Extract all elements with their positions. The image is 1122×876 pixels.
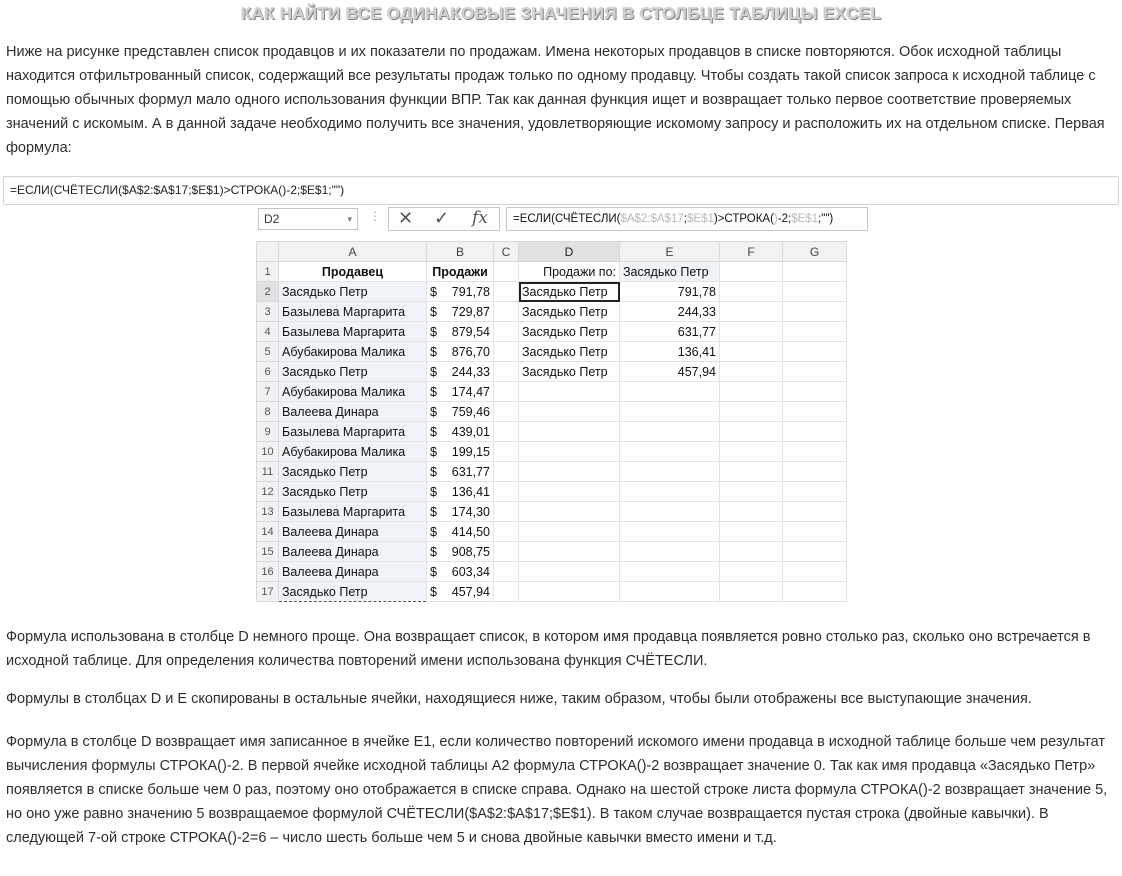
amount: 908,75 — [451, 544, 490, 559]
table-row — [257, 322, 847, 342]
result-value-cell[interactable] — [620, 562, 720, 582]
currency-symbol: $ — [430, 304, 437, 319]
cell[interactable] — [494, 382, 519, 402]
select-all-corner[interactable] — [257, 242, 279, 262]
amount: 136,41 — [451, 484, 490, 499]
seller-name-cell[interactable]: Абубакирова Малика — [279, 382, 427, 402]
result-name-cell[interactable] — [519, 582, 620, 602]
row-header[interactable]: 11 — [257, 462, 279, 482]
cell[interactable] — [720, 442, 783, 462]
result-name-cell[interactable] — [519, 522, 620, 542]
cell[interactable] — [783, 262, 847, 282]
table-row — [257, 522, 847, 542]
paragraph-2: Формула использована в столбце D немного проще. Она возвращает список, в котором имя продавца появляется ровно столько раз, сколько оно встречается в исходной таблице. Для определения количества повторений имени использована функция СЧЁТЕСЛИ. — [6, 629, 1091, 669]
sales-cell[interactable] — [427, 442, 494, 462]
money-value — [430, 405, 490, 419]
cell[interactable] — [720, 362, 783, 382]
table-row — [257, 402, 847, 422]
money-value — [430, 585, 490, 599]
currency-symbol: $ — [430, 284, 437, 299]
cell[interactable] — [494, 522, 519, 542]
seller-name-cell[interactable]: Засядько Петр — [279, 362, 427, 382]
amount: 879,54 — [451, 324, 490, 339]
money-value — [430, 365, 490, 379]
sales-cell[interactable] — [427, 382, 494, 402]
table-row — [257, 422, 847, 442]
result-value-cell[interactable] — [620, 422, 720, 442]
cell[interactable] — [494, 482, 519, 502]
formula-input[interactable] — [506, 207, 868, 231]
formula-ref: $A$2:$A$17 — [620, 213, 684, 225]
header-cell-seller[interactable]: Продавец — [279, 262, 427, 282]
sales-cell[interactable] — [427, 542, 494, 562]
result-value-cell[interactable] — [620, 502, 720, 522]
formula-buttons — [388, 207, 500, 231]
formula-part: -2; — [777, 213, 792, 225]
table-row — [257, 282, 847, 302]
cell[interactable] — [494, 342, 519, 362]
row-header[interactable]: 17 — [257, 582, 279, 602]
cell[interactable] — [720, 322, 783, 342]
result-name-cell[interactable]: Засядько Петр — [519, 302, 620, 322]
sales-cell[interactable] — [427, 562, 494, 582]
amount: 439,01 — [451, 424, 490, 439]
cell[interactable] — [783, 542, 847, 562]
money-value — [430, 285, 490, 299]
cell[interactable] — [494, 362, 519, 382]
cell[interactable] — [783, 342, 847, 362]
amount: 729,87 — [451, 304, 490, 319]
money-value — [430, 425, 490, 439]
cell[interactable] — [720, 562, 783, 582]
money-value — [430, 485, 490, 499]
result-name-cell[interactable]: Засядько Петр — [519, 362, 620, 382]
money-value — [430, 545, 490, 559]
sales-cell[interactable] — [427, 582, 494, 602]
row-header[interactable]: 9 — [257, 422, 279, 442]
money-value — [430, 385, 490, 399]
amount: 414,50 — [451, 524, 490, 539]
spreadsheet-grid — [256, 241, 847, 602]
table-row — [257, 382, 847, 402]
sales-cell[interactable] — [427, 302, 494, 322]
result-value-cell[interactable] — [620, 582, 720, 602]
cell[interactable] — [720, 302, 783, 322]
sales-cell[interactable] — [427, 502, 494, 522]
currency-symbol: $ — [430, 564, 437, 579]
formula-part: =ЕСЛИ(СЧЁТЕСЛИ( — [513, 213, 621, 225]
result-value-cell[interactable]: 457,94 — [620, 362, 720, 382]
seller-name-cell[interactable]: Валеева Динара — [279, 542, 427, 562]
seller-name-cell[interactable]: Базылева Маргарита — [279, 322, 427, 342]
cell[interactable] — [783, 302, 847, 322]
row-header[interactable]: 12 — [257, 482, 279, 502]
result-name-cell[interactable]: Засядько Петр — [519, 282, 620, 302]
seller-name-cell[interactable]: Валеева Динара — [279, 522, 427, 542]
seller-name-cell[interactable]: Засядько Петр — [279, 462, 427, 482]
formula-code-box: =ЕСЛИ(СЧЁТЕСЛИ($A$2:$A$17;$E$1)>СТРОКА()-2;$E$1;"") — [3, 176, 1119, 205]
row-header[interactable]: 2 — [257, 282, 279, 302]
currency-symbol: $ — [430, 464, 437, 479]
row-header[interactable]: 15 — [257, 542, 279, 562]
amount: 457,94 — [451, 584, 490, 599]
cell[interactable] — [494, 282, 519, 302]
cell[interactable] — [783, 502, 847, 522]
paragraph-4: Формула в столбце D возвращает имя записанное в ячейке E1, если количество повторений искомого имени продавца в исходной таблице больше чем результат вычисления формулы СТРОКА()-2. В первой ячейке исходной таблицы A2 формула СТРОКА()-2 возвращает значение 0. Так как имя продавца «Засядько Петр» появляется в списке больше чем 0 раз, поэтому оно отображается в списке справа. Однако на шестой строке листа формула СТРОКА()-2 возвращает значение 5, но оно уже равно значению 5 возвращаемое формулой СЧЁТЕСЛИ($A$2:$A$17;$E$1). В таком случае возвращается пустая строка (двойные кавычки). В следующей 7-ой строке СТРОКА()-2=6 – число шесть больше чем 5 и снова двойные кавычки вместо имени и т.д. — [6, 734, 1108, 846]
result-value-cell[interactable]: 244,33 — [620, 302, 720, 322]
cell[interactable] — [783, 482, 847, 502]
table-row — [257, 502, 847, 522]
cell[interactable] — [720, 422, 783, 442]
row-header[interactable]: 6 — [257, 362, 279, 382]
seller-name-cell[interactable]: Валеева Динара — [279, 402, 427, 422]
cell[interactable] — [720, 402, 783, 422]
result-name-cell[interactable] — [519, 542, 620, 562]
table-row — [257, 342, 847, 362]
intro-paragraph: Ниже на рисунке представлен список продавцов и их показатели по продажам. Имена некоторых продавцов в списке повторяются. Обок исходной таблицы находится отфильтрованный список, содержащий все результаты продаж только по одному продавцу. Чтобы создать такой список запроса к исходной таблице с помощью обычных формул мало одного использования функции ВПР. Так как данная функция ищет и возвращает только первое соответствие проверяемых значений с искомым. А в данной задаче необходимо получить все значения, удовлетворяющие искомому запросу и расположить их на отдельном списке. Первая формула: — [6, 44, 1105, 156]
cell[interactable] — [783, 522, 847, 542]
money-value — [430, 345, 490, 359]
result-value-cell[interactable] — [620, 382, 720, 402]
formula-bar — [256, 205, 870, 235]
formula-ref: $E$1 — [791, 213, 819, 225]
seller-name-cell[interactable]: Базылева Маргарита — [279, 422, 427, 442]
result-name-cell[interactable] — [519, 442, 620, 462]
cell[interactable] — [720, 482, 783, 502]
row-header[interactable]: 7 — [257, 382, 279, 402]
row-header[interactable]: 4 — [257, 322, 279, 342]
cell[interactable] — [720, 262, 783, 282]
currency-symbol: $ — [430, 584, 437, 599]
result-value-cell[interactable]: 136,41 — [620, 342, 720, 362]
cell[interactable] — [494, 302, 519, 322]
cell[interactable] — [783, 422, 847, 442]
seller-name-cell[interactable]: Базылева Маргарита — [279, 302, 427, 322]
currency-symbol: $ — [430, 424, 437, 439]
formula-ref: ) — [773, 213, 778, 225]
result-value-cell[interactable] — [620, 402, 720, 422]
table-row — [257, 302, 847, 322]
seller-name-cell[interactable]: Абубакирова Малика — [279, 442, 427, 462]
sales-cell[interactable] — [427, 282, 494, 302]
cell[interactable] — [783, 582, 847, 602]
sales-cell[interactable] — [427, 362, 494, 382]
column-header[interactable]: B — [427, 242, 494, 262]
cell[interactable] — [783, 562, 847, 582]
row-header[interactable]: 10 — [257, 442, 279, 462]
cell[interactable] — [783, 362, 847, 382]
row-header[interactable]: 8 — [257, 402, 279, 422]
result-value-cell[interactable]: 791,78 — [620, 282, 720, 302]
seller-name-cell[interactable]: Засядько Петр — [279, 582, 427, 602]
money-value — [430, 305, 490, 319]
cell[interactable] — [720, 522, 783, 542]
header-cell-sales[interactable]: Продажи — [427, 262, 494, 282]
table-row — [257, 482, 847, 502]
row-header[interactable]: 5 — [257, 342, 279, 362]
currency-symbol: $ — [430, 404, 437, 419]
sales-cell[interactable] — [427, 322, 494, 342]
result-name-cell[interactable]: Засядько Петр — [519, 322, 620, 342]
cell[interactable] — [494, 322, 519, 342]
cell[interactable] — [494, 502, 519, 522]
cell[interactable] — [494, 442, 519, 462]
result-name-cell[interactable] — [519, 502, 620, 522]
formula-part: ; — [683, 213, 687, 225]
amount: 759,46 — [451, 404, 490, 419]
cell[interactable] — [783, 382, 847, 402]
seller-name-cell[interactable]: Засядько Петр — [279, 482, 427, 502]
cell[interactable] — [494, 422, 519, 442]
column-header[interactable]: D — [519, 242, 620, 262]
table-row — [257, 462, 847, 482]
result-value-cell[interactable] — [620, 522, 720, 542]
amount: 199,15 — [451, 444, 490, 459]
result-value-cell[interactable] — [620, 482, 720, 502]
cell[interactable] — [494, 562, 519, 582]
cell[interactable] — [720, 542, 783, 562]
cell[interactable] — [720, 502, 783, 522]
currency-symbol: $ — [430, 524, 437, 539]
currency-symbol: $ — [430, 364, 437, 379]
seller-name-cell[interactable]: Базылева Маргарита — [279, 502, 427, 522]
name-box-value: D2 — [264, 212, 280, 226]
cell[interactable] — [494, 582, 519, 602]
drag-handle-icon[interactable]: ⋮ — [369, 209, 381, 223]
cell[interactable] — [783, 402, 847, 422]
formula-part: )>СТРОКА( — [713, 213, 774, 225]
paragraph-3: Формулы в столбцах D и E скопированы в остальные ячейки, находящиеся ниже, таким образом, чтобы были отображены все выступающие значения. — [6, 691, 1032, 707]
cell[interactable] — [494, 262, 519, 282]
criteria-label-cell[interactable]: Продажи по: — [519, 262, 620, 282]
cell[interactable] — [720, 342, 783, 362]
money-value — [430, 525, 490, 539]
seller-name-cell[interactable]: Валеева Динара — [279, 562, 427, 582]
cell[interactable] — [783, 442, 847, 462]
currency-symbol: $ — [430, 544, 437, 559]
currency-symbol: $ — [430, 504, 437, 519]
table-row — [257, 262, 847, 282]
column-header[interactable]: G — [783, 242, 847, 262]
cell[interactable] — [783, 322, 847, 342]
cell[interactable] — [494, 462, 519, 482]
result-value-cell[interactable]: 631,77 — [620, 322, 720, 342]
result-name-cell[interactable]: Засядько Петр — [519, 342, 620, 362]
amount: 876,70 — [451, 344, 490, 359]
money-value — [430, 565, 490, 579]
name-box[interactable] — [258, 208, 358, 230]
cell[interactable] — [494, 402, 519, 422]
currency-symbol: $ — [430, 324, 437, 339]
criteria-value-cell[interactable]: Засядько Петр — [620, 262, 720, 282]
money-value — [430, 445, 490, 459]
seller-name-cell[interactable]: Засядько Петр — [279, 282, 427, 302]
sales-cell[interactable] — [427, 522, 494, 542]
cell[interactable] — [720, 582, 783, 602]
result-name-cell[interactable] — [519, 402, 620, 422]
table-row — [257, 442, 847, 462]
column-header[interactable]: C — [494, 242, 519, 262]
table-row — [257, 562, 847, 582]
currency-symbol: $ — [430, 384, 437, 399]
formula-part: ;"") — [818, 213, 834, 225]
table-row — [257, 362, 847, 382]
row-header[interactable]: 16 — [257, 562, 279, 582]
result-value-cell[interactable] — [620, 542, 720, 562]
result-name-cell[interactable] — [519, 462, 620, 482]
column-header-row — [257, 242, 847, 262]
result-name-cell[interactable] — [519, 382, 620, 402]
money-value — [430, 505, 490, 519]
row-header[interactable]: 3 — [257, 302, 279, 322]
cell[interactable] — [494, 542, 519, 562]
cell[interactable] — [720, 282, 783, 302]
check-icon[interactable]: ✓ — [434, 208, 450, 228]
amount: 631,77 — [451, 464, 490, 479]
cell[interactable] — [783, 282, 847, 302]
excel-screenshot — [256, 205, 870, 605]
amount: 174,47 — [451, 384, 490, 399]
money-value — [430, 465, 490, 479]
amount: 174,30 — [451, 504, 490, 519]
seller-name-cell[interactable]: Абубакирова Малика — [279, 342, 427, 362]
amount: 603,34 — [451, 564, 490, 579]
table-row — [257, 542, 847, 562]
formula-ref: $E$1 — [687, 213, 714, 225]
result-value-cell[interactable] — [620, 462, 720, 482]
table-row — [257, 582, 847, 602]
sales-cell[interactable] — [427, 482, 494, 502]
amount: 791,78 — [451, 284, 490, 299]
currency-symbol: $ — [430, 444, 437, 459]
row-header[interactable]: 1 — [257, 262, 279, 282]
row-header[interactable]: 13 — [257, 502, 279, 522]
sales-cell[interactable] — [427, 342, 494, 362]
function-icon[interactable]: fx — [472, 208, 488, 228]
row-header[interactable]: 14 — [257, 522, 279, 542]
page-title: КАК НАЙТИ ВСЕ ОДИНАКОВЫЕ ЗНАЧЕНИЯ В СТОЛБЦЕ ТАБЛИЦЫ EXCEL — [240, 4, 882, 23]
money-value — [430, 325, 490, 339]
column-header[interactable]: E — [620, 242, 720, 262]
column-header[interactable]: A — [279, 242, 427, 262]
cell[interactable] — [783, 462, 847, 482]
result-name-cell[interactable] — [519, 482, 620, 502]
sales-cell[interactable] — [427, 402, 494, 422]
cell[interactable] — [720, 382, 783, 402]
cancel-icon[interactable]: ✕ — [398, 208, 414, 228]
amount: 244,33 — [451, 364, 490, 379]
result-name-cell[interactable] — [519, 422, 620, 442]
column-header[interactable]: F — [720, 242, 783, 262]
result-value-cell[interactable] — [620, 442, 720, 462]
result-name-cell[interactable] — [519, 562, 620, 582]
currency-symbol: $ — [430, 344, 437, 359]
cell[interactable] — [720, 462, 783, 482]
sales-cell[interactable] — [427, 422, 494, 442]
chevron-down-icon[interactable]: ▾ — [347, 214, 352, 224]
currency-symbol: $ — [430, 484, 437, 499]
sales-cell[interactable] — [427, 462, 494, 482]
